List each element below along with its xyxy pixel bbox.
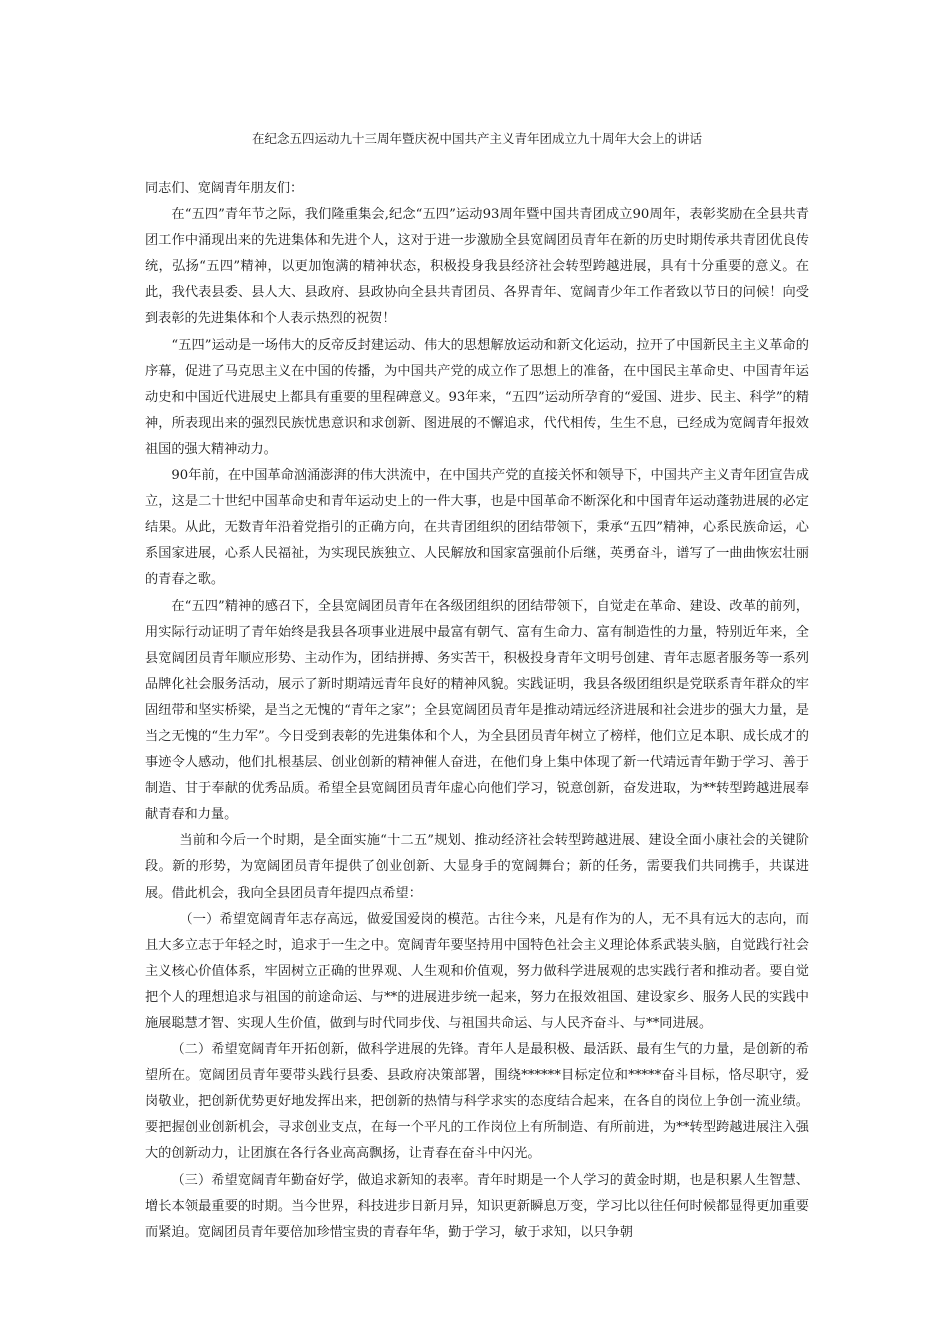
paragraph-opening: 在“五四”青年节之际，我们隆重集会,纪念“五四”运动93周年暨中国共青团成立90周年，表彰奖励在全县共青团工作中涌现出来的先进集体和先进个人，这对于进一步激励全县宽阔团员青年在新的历史时期传承共青团优良传统，弘扬“五四”精神，以更加饱满的精神状态，积极投身我县经济社会转型跨越进展，具有十分重要的意义。在此，我代表县委、县人大、县政府、县政协向全县共青团员、各界青年、宽阔青少年工作者致以节日的问候！向受到表彰的先进集体和个人表示热烈的祝贺！ [145,207,809,327]
paragraph-current-period: 当前和今后一个时期，是全面实施“十二五”规划、推动经济社会转型跨越进展、建设全面小康社会的关键阶段。新的形势，为宽阔团员青年提供了创业创新、大显身手的宽阔舞台；新的任务，需要我们共同携手，共谋进展。借此机会，我向全县团员青年提四点希望： [145,833,809,901]
paragraph-hope-two: （二）希望宽阔青年开拓创新，做科学进展的先锋。青年人是最积极、最活跃、最有生气的力量，是创新的希望所在。宽阔团员青年要带头践行县委、县政府决策部署，围绕******目标定位和*****奋斗目标，恪尽职守，爱岗敬业，把创新优势更好地发挥出来，把创新的热情与科学求实的态度结合起来，在各自的岗位上争创一流业绩。要把握创业创新机会，寻求创业支点，在每一个平凡的工作岗位上有所制造、有所前进，为**转型跨越进展注入强大的创新动力，让团旗在各行各业高高飘扬，让青春在奋斗中闪光。 [145,1042,809,1162]
paragraph-hope-three: （三）希望宽阔青年勤奋好学，做追求新知的表率。青年时期是一个人学习的黄金时期，也是积累人生智慧、增长本领最重要的时期。当今世界，科技进步日新月异，知识更新瞬息万变，学习比以往任何时候都显得更加重要而紧迫。宽阔团员青年要倍加珍惜宝贵的青春年华，勤于学习，敏于求知，以只争朝 [145,1172,809,1240]
paragraph-may-fourth-movement: “五四”运动是一场伟大的反帝反封建运动、伟大的思想解放运动和新文化运动，拉开了中国新民主主义革命的序幕，促进了马克思主义在中国的传播，为中国共产党的成立作了思想上的准备，在中国民主革命史、中国青年运动史和中国近代进展史上都具有重要的里程碑意义。93年来，“五四”运动所孕育的“爱国、进步、民主、科学”的精神，所表现出来的强烈民族忧患意识和求创新、图进展的不懈追求，代代相传，生生不息，已经成为宽阔青年报效祖国的强大精神动力。 [145,337,809,457]
paragraph-county-youth-achievements: 在“五四”精神的感召下，全县宽阔团员青年在各级团组织的团结带领下，自觉走在革命、建设、改革的前列，用实际行动证明了青年始终是我县各项事业进展中最富有朝气、富有生命力、富有制造性的力量，特别近年来，全县宽阔团员青年顺应形势、主动作为，团结拼搏、务实苦干，积极投身青年文明号创建、青年志愿者服务等一系列品牌化社会服务活动，展示了新时期靖远青年良好的精神风貌。实践证明，我县各级团组织是党联系青年群众的牢固纽带和坚实桥梁，是当之无愧的“青年之家”；全县宽阔团员青年是推动靖远经济进展和社会进步的强大力量，是当之无愧的“生力军”。今日受到表彰的先进集体和个人，为全县团员青年树立了榜样，他们立足本职、成长成才的事迹令人感动，他们扎根基层、创业创新的精神催人奋进，在他们身上集中体现了新一代靖远青年勤于学习、善于制造、甘于奉献的优秀品质。希望全县宽阔团员青年虚心向他们学习，锐意创新，奋发进取，为**转型跨越进展奉献青春和力量。 [145,598,809,823]
paragraph-youth-league-founding: 90年前，在中国革命汹涌澎湃的伟大洪流中，在中国共产党的直接关怀和领导下，中国共产主义青年团宣告成立，这是二十世纪中国革命史和青年运动史上的一件大事，也是中国革命不断深化和中国青年运动蓬勃进展的必定结果。从此，无数青年沿着党指引的正确方向，在共青团组织的团结带领下，秉承“五四”精神，心系民族命运，心系国家进展，心系人民福祉，为实现民族独立、人民解放和国家富强前仆后继，英勇奋斗，谱写了一曲曲恢宏壮丽的青春之歌。 [145,468,809,588]
salutation: 同志们、宽阔青年朋友们： [145,181,304,196]
document-title: 在纪念五四运动九十三周年暨庆祝中国共产主义青年团成立九十周年大会上的讲话 [251,131,702,146]
paragraph-hope-one: （一）希望宽阔青年志存高远，做爱国爱岗的模范。古往今来，凡是有作为的人，无不具有远大的志向，而且大多立志于年轻之时，追求于一生之中。宽阔青年要坚持用中国特色社会主义理论体系武装头脑，自觉践行社会主义核心价值体系，牢固树立正确的世界观、人生观和价值观，努力做科学进展观的忠实践行者和推动者。要自觉把个人的理想追求与祖国的前途命运、与**的进展进步统一起来，努力在报效祖国、建设家乡、服务人民的实践中施展聪慧才智、实现人生价值，做到与时代同步伐、与祖国共命运、与人民齐奋斗、与**同进展。 [145,911,809,1031]
document-body [145,176,809,1246]
